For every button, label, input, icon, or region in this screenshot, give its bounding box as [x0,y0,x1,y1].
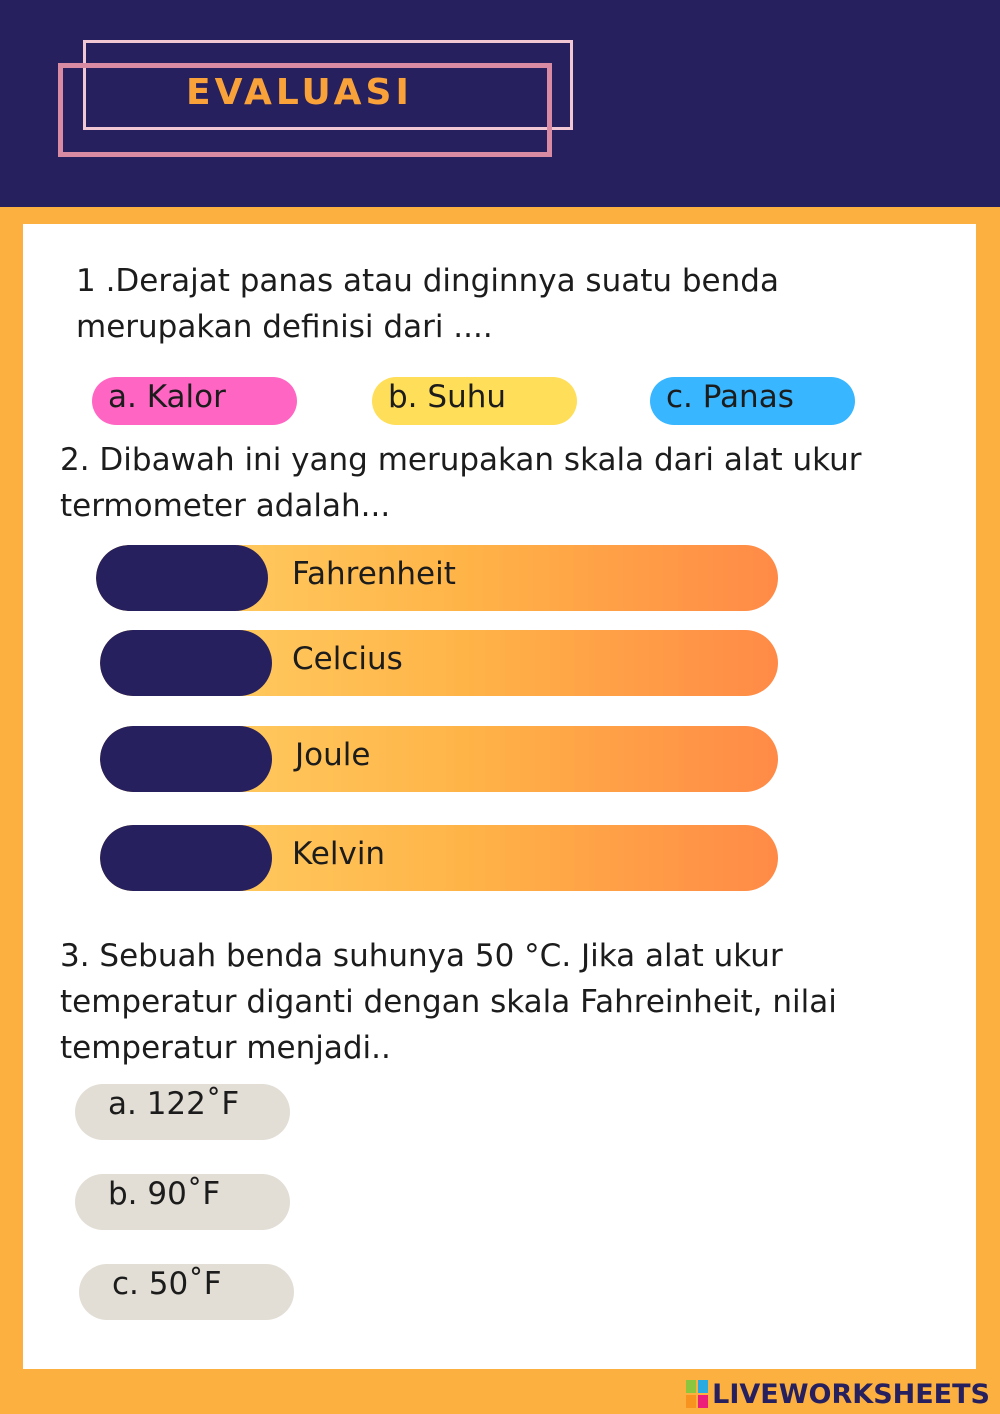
q2-option-label: Joule [295,737,371,773]
page-title: EVALUASI [186,72,413,113]
liveworksheets-watermark [686,1378,990,1410]
q2-option-fahrenheit[interactable] [96,545,778,611]
question-1-text: 1 .Derajat panas atau dinginnya suatu benda merupakan definisi dari .... [76,263,779,345]
header-banner [0,0,1000,207]
liveworksheets-logo-icon [686,1380,708,1408]
answer-drop-slot[interactable] [100,726,272,792]
answer-drop-slot[interactable] [100,825,272,891]
q1-option-b[interactable]: b. Suhu [372,377,577,425]
q2-option-kelvin[interactable] [100,825,778,891]
q1-option-a[interactable]: a. Kalor [92,377,297,425]
question-3-text: 3. Sebuah benda suhunya 50 °C. Jika alat ukur temperatur diganti dengan skala Fahreinheit, nilai temperatur menjadi.. [60,938,837,1066]
q3-option-c[interactable]: c. 50˚F [79,1264,294,1320]
q2-option-joule[interactable] [100,726,778,792]
watermark-text: LIVEWORKSHEETS [712,1378,990,1410]
q2-option-label: Celcius [292,641,403,677]
q1-option-c[interactable]: c. Panas [650,377,855,425]
q3-option-b[interactable]: b. 90˚F [75,1174,290,1230]
question-2-text: 2. Dibawah ini yang merupakan skala dari alat ukur termometer adalah... [60,442,862,524]
q2-option-label: Fahrenheit [292,556,456,592]
q2-option-label: Kelvin [292,836,386,872]
answer-drop-slot[interactable] [100,630,272,696]
q3-option-a[interactable]: a. 122˚F [75,1084,290,1140]
answer-drop-slot[interactable] [96,545,268,611]
q2-option-celcius[interactable] [100,630,778,696]
